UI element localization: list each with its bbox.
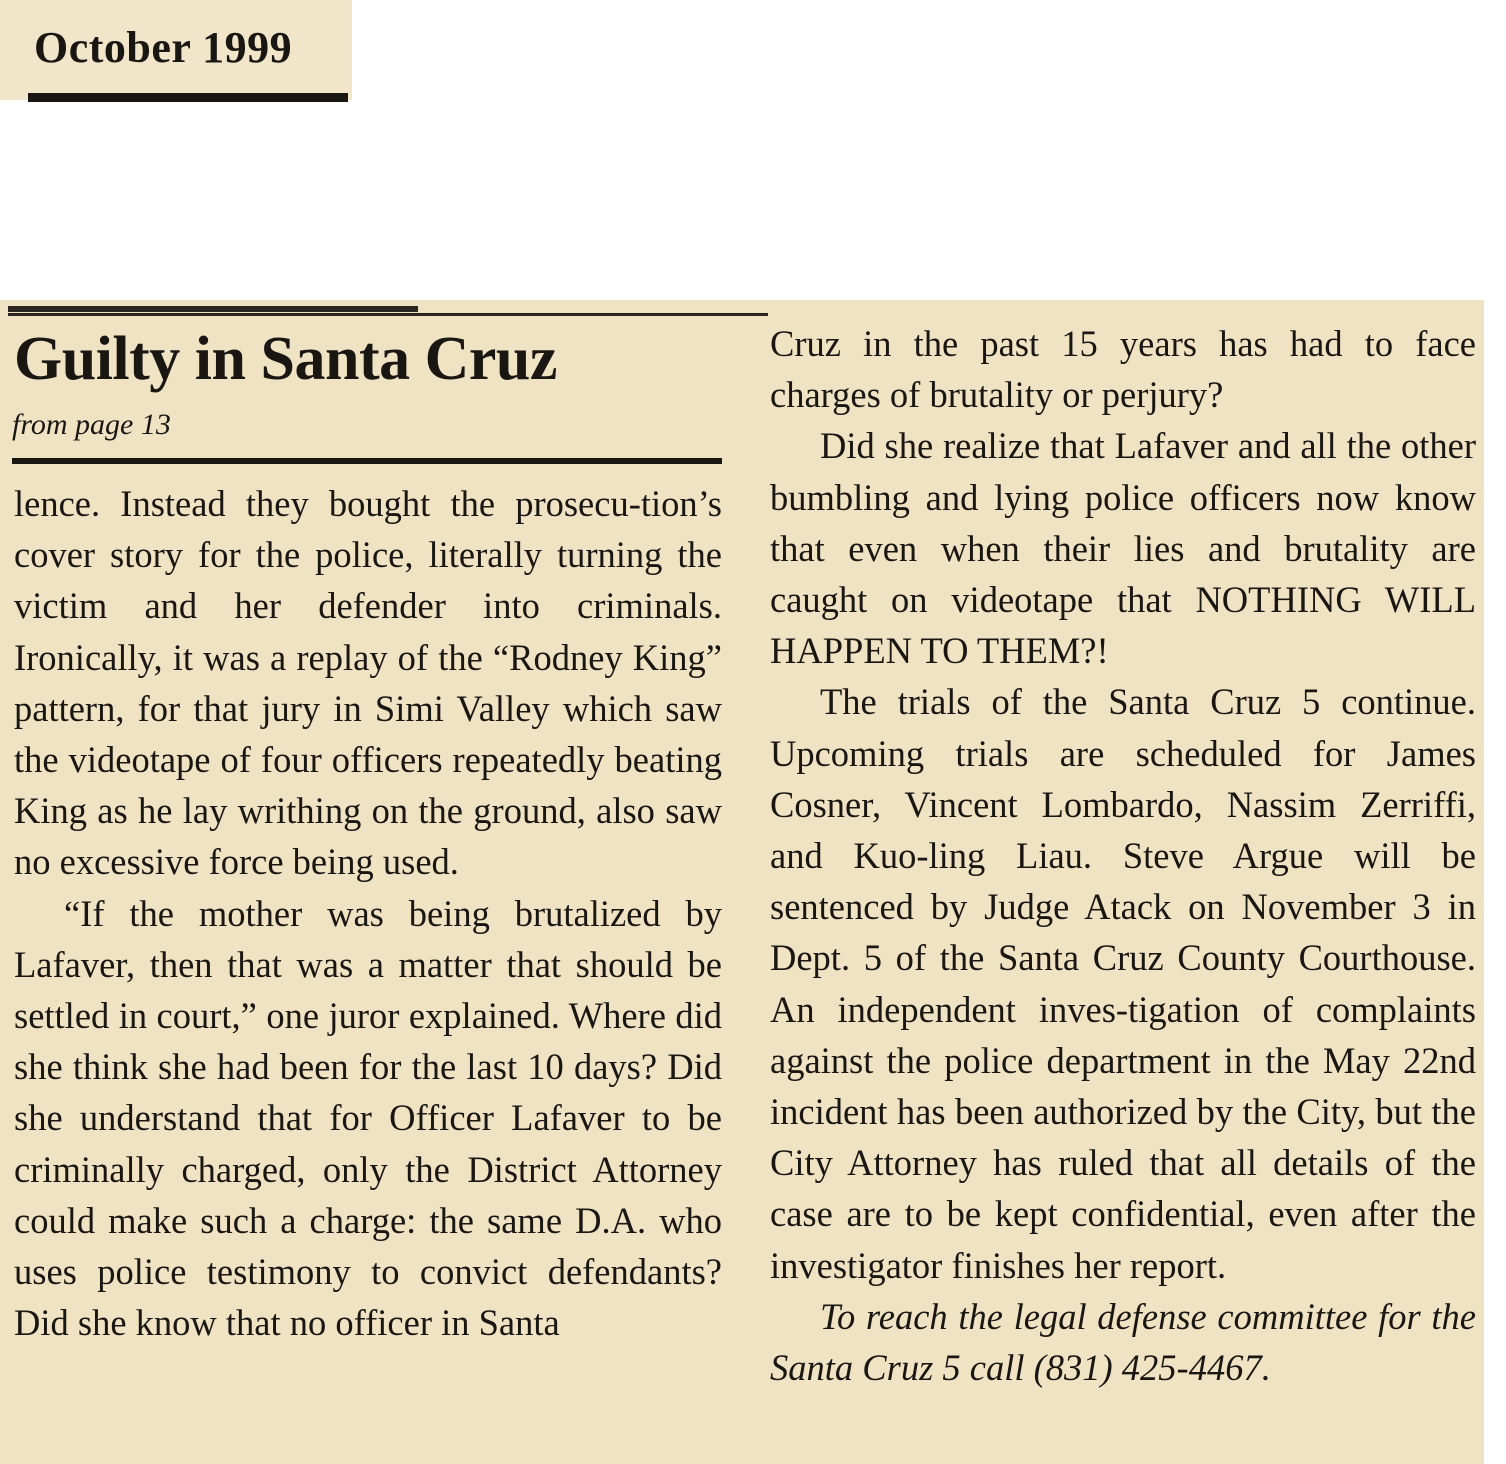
article-clipping (0, 300, 1506, 1464)
date-clipping (0, 0, 352, 100)
right-paragraph-3: The trials of the Santa Cruz 5 continue. Upcoming trials are scheduled for James Cosner, Vincent Lombardo, Nassim Zerriffi, and Kuo-ling Liau. Steve Argue will be sentenced by Judge Atack on November 3 in Dept. 5 of the Santa Cruz County Courthouse. An independent inves-tigation of complaints against the police department in the May 22nd incident has been authorized by the City, but the City Attorney has ruled that all details of the case are to be kept confidential, even after the investigator finishes her report. (770, 681, 1476, 1286)
clipping-edge (1484, 300, 1506, 1464)
right-paragraph-1: Cruz in the past 15 years has had to face charges of brutality or perjury? (770, 323, 1476, 416)
top-rule-thick (8, 306, 418, 312)
left-column (14, 478, 722, 1348)
date-underline (28, 93, 348, 102)
continued-from-label: from page 13 (12, 408, 171, 441)
left-paragraph-2: “If the mother was being brutalized by Lafaver, then that was a matter that should be settled in court,” one juror explained. Where did she think she had been for the last 10 days? Did she understand that for Officer Lafaver to be criminally charged, only the District Attorney could make such a charge: the same D.A. who uses police testimony to convict defendants? Did she know that no officer in Santa (14, 892, 722, 1344)
headline-rule (12, 458, 722, 464)
left-paragraph-1: lence. Instead they bought the prosecu-tion’s cover story for the police, literally turning the victim and her defender into criminals. Ironically, it was a replay of the “Rodney King” pattern, for that jury in Simi Valley which saw the videotape of four officers repeatedly beating King as he lay writhing on the ground, also saw no excessive force being used. (14, 483, 722, 883)
right-paragraph-2: Did she realize that Lafaver and all the other bumbling and lying police officers now know that even when their lies and brutality are caught on videotape that NOTHING WILL HAPPEN TO THEM?! (770, 425, 1476, 672)
right-column (770, 318, 1476, 1393)
contact-note: To reach the legal defense committee for the Santa Cruz 5 call (831) 425-4467. (770, 1295, 1476, 1389)
article-headline: Guilty in Santa Cruz (14, 325, 557, 393)
clipping-date: October 1999 (34, 23, 293, 72)
top-rule (8, 313, 768, 316)
